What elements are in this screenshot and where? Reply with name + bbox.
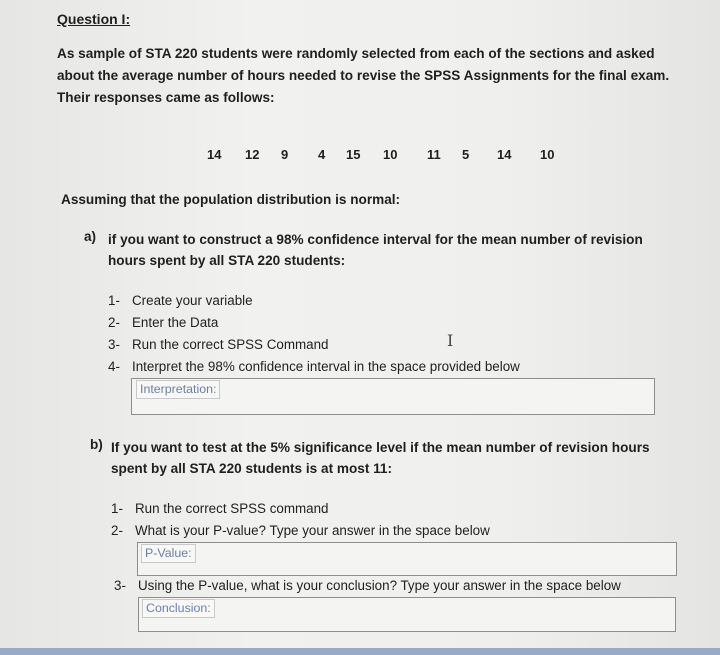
interpretation-answer-box[interactable] — [131, 378, 655, 415]
data-value: 9 — [281, 147, 289, 162]
step-number: 1- — [108, 293, 120, 308]
data-value: 4 — [318, 147, 326, 162]
part-b-letter: b) — [90, 437, 103, 452]
step-number: 3- — [108, 337, 120, 352]
text-cursor-icon: I — [447, 331, 454, 350]
data-value: 14 — [497, 147, 512, 162]
question-intro: As sample of STA 220 students were randomly selected from each of the sections and asked about the average number of hours needed to revise the SPSS Assignments for the final exam. Their responses came as follows: — [57, 46, 670, 105]
data-value: 10 — [540, 147, 555, 162]
interpretation-label: Interpretation: — [136, 380, 220, 399]
part-a-letter: a) — [84, 229, 97, 244]
step-number: 2- — [111, 523, 123, 538]
part-a-step — [108, 359, 520, 374]
step-text: Interpret the 98% confidence interval in the space provided below — [132, 359, 520, 374]
assumption-text: Assuming that the population distribution is normal: — [61, 192, 401, 207]
data-value: 14 — [207, 147, 222, 162]
bottom-border — [0, 648, 720, 655]
step-text: Run the correct SPSS Command — [132, 337, 329, 352]
part-b-step — [111, 523, 490, 538]
step-text: Enter the Data — [132, 315, 219, 330]
step-number: 4- — [108, 359, 120, 374]
conclusion-label: Conclusion: — [142, 599, 215, 618]
step-number: 3- — [114, 578, 126, 593]
question-title: Question I: — [57, 11, 131, 27]
step-text: What is your P-value? Type your answer in the space below — [135, 523, 490, 538]
part-b-prompt: If you want to test at the 5% significance level if the mean number of revision hours spent by all STA 220 students is at most 11: — [111, 440, 650, 476]
data-value: 10 — [383, 147, 398, 162]
step-number: 1- — [111, 501, 123, 516]
part-a-step — [108, 337, 328, 352]
step-text: Run the correct SPSS command — [135, 501, 329, 516]
step-text: Using the P-value, what is your conclusion? Type your answer in the space below — [138, 578, 621, 593]
step-text: Create your variable — [132, 293, 253, 308]
part-b-step — [111, 501, 329, 516]
data-value: 11 — [427, 147, 441, 162]
part-a-prompt: if you want to construct a 98% confidence interval for the mean number of revision hours spent by all STA 220 students: — [108, 232, 643, 268]
part-a-step — [108, 293, 253, 308]
part-a-step — [108, 315, 218, 330]
pvalue-label: P-Value: — [141, 544, 196, 563]
pvalue-answer-box[interactable] — [137, 542, 677, 576]
data-value: 15 — [346, 147, 361, 162]
step-number: 2- — [108, 315, 120, 330]
conclusion-answer-box[interactable] — [138, 597, 676, 632]
part-b-step — [114, 578, 621, 593]
data-value: 12 — [245, 147, 260, 162]
data-value: 5 — [462, 147, 470, 162]
